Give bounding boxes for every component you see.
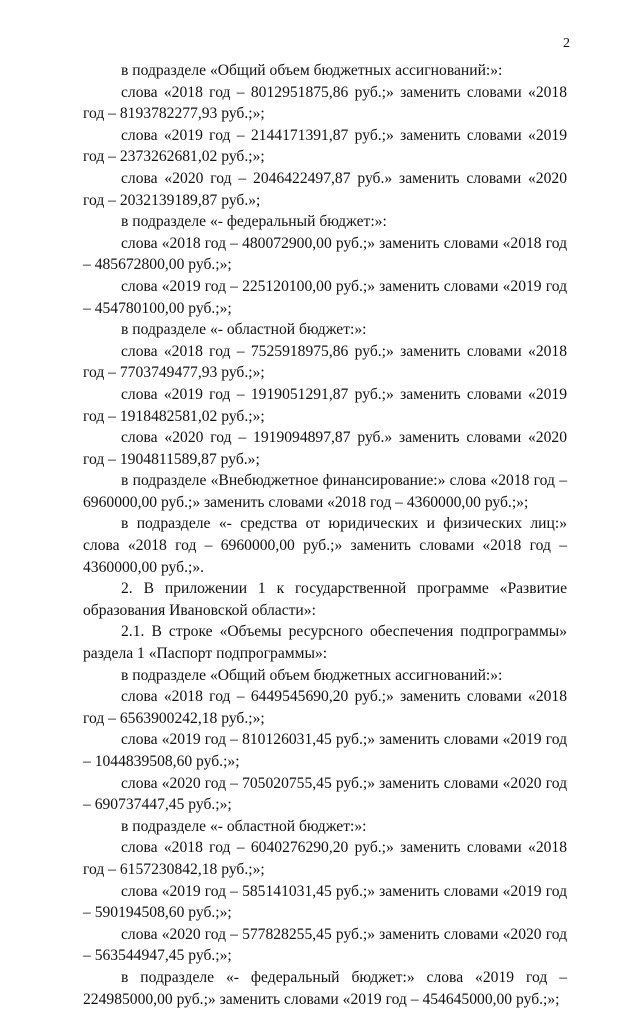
paragraph: в подразделе «- федеральный бюджет:»: (121, 213, 387, 231)
paragraph: слова «2020 год – 2046422497,87 руб.» заменить словами «2020 год – 2032139189,87 руб.»; (83, 169, 567, 209)
paragraph: слова «2018 год – 6040276290,20 руб.;» заменить словами «2018 год – 6157230842,18 руб.;»; (83, 839, 567, 878)
page-number: 2 (563, 36, 570, 51)
paragraph: в подразделе «- средства от юридических и физических лиц:» слова «2018 год – 6960000,00 руб.;» заменить словами «2018 год – 4360000,00 руб.;». (83, 515, 567, 576)
paragraph: слова «2020 год – 705020755,45 руб.;» заменить словами «2020 год – 690737447,45 руб.;»; (83, 774, 567, 814)
paragraph: слова «2019 год – 1919051291,87 руб.;» заменить словами «2019 год – 1918482581,02 руб.;»; (83, 385, 567, 425)
paragraph: слова «2018 год – 7525918975,86 руб.;» заменить словами «2018 год – 7703749477,93 руб.;»; (83, 342, 567, 382)
paragraph: слова «2019 год – 225120100,00 руб.;» заменить словами «2019 год – 454780100,00 руб.;»; (83, 277, 567, 317)
paragraph: слова «2019 год – 2144171391,87 руб.;» заменить словами «2019 год – 2373262681,02 руб.;»; (83, 126, 567, 166)
paragraph: в подразделе «Общий объем бюджетных ассигнований:»: (121, 62, 503, 79)
paragraph: 2.1. В строке «Объемы ресурсного обеспечения подпрограммы» раздела 1 «Паспорт подпрограммы»: (83, 623, 567, 663)
paragraph: 2. В приложении 1 к государственной программе «Развитие образования Ивановской области»: (83, 580, 567, 619)
paragraph: в подразделе «Общий объем бюджетных ассигнований:»: (121, 666, 503, 684)
paragraph: в подразделе «- областной бюджет:»: (121, 817, 367, 835)
paragraph: в подразделе «- областной бюджет:»: (121, 321, 367, 339)
paragraph: слова «2018 год – 480072900,00 руб.;» заменить словами «2018 год – 485672800,00 руб.;»; (83, 234, 567, 274)
paragraph: слова «2018 год – 6449545690,20 руб.;» заменить словами «2018 год – 6563900242,18 руб.;»; (83, 688, 567, 727)
paragraph: в подразделе «- федеральный бюджет:» слова «2019 год – 224985000,00 руб.;» заменить словами «2019 год – 454645000,00 руб.;»; (83, 968, 567, 1008)
paragraph: слова «2019 год – 585141031,45 руб.;» заменить словами «2019 год – 590194508,60 руб.;»; (83, 882, 567, 922)
paragraph: слова «2020 год – 577828255,45 руб.;» заменить словами «2020 год – 563544947,45 руб.;»; (83, 925, 567, 965)
paragraph: в подразделе «Внебюджетное финансирование:» слова «2018 год – 6960000,00 руб.;» заменить словами «2018 год – 4360000,00 руб.;»; (83, 472, 567, 511)
paragraph: слова «2018 год – 8012951875,86 руб.;» заменить словами «2018 год – 8193782277,93 руб.;»; (83, 83, 567, 123)
paragraph: слова «2020 год – 1919094897,87 руб.» заменить словами «2020 год – 1904811589,87 руб.»; (83, 429, 567, 468)
document-body (83, 60, 567, 1010)
paragraph: слова «2019 год – 810126031,45 руб.;» заменить словами «2019 год – 1044839508,60 руб.;»; (83, 731, 567, 770)
